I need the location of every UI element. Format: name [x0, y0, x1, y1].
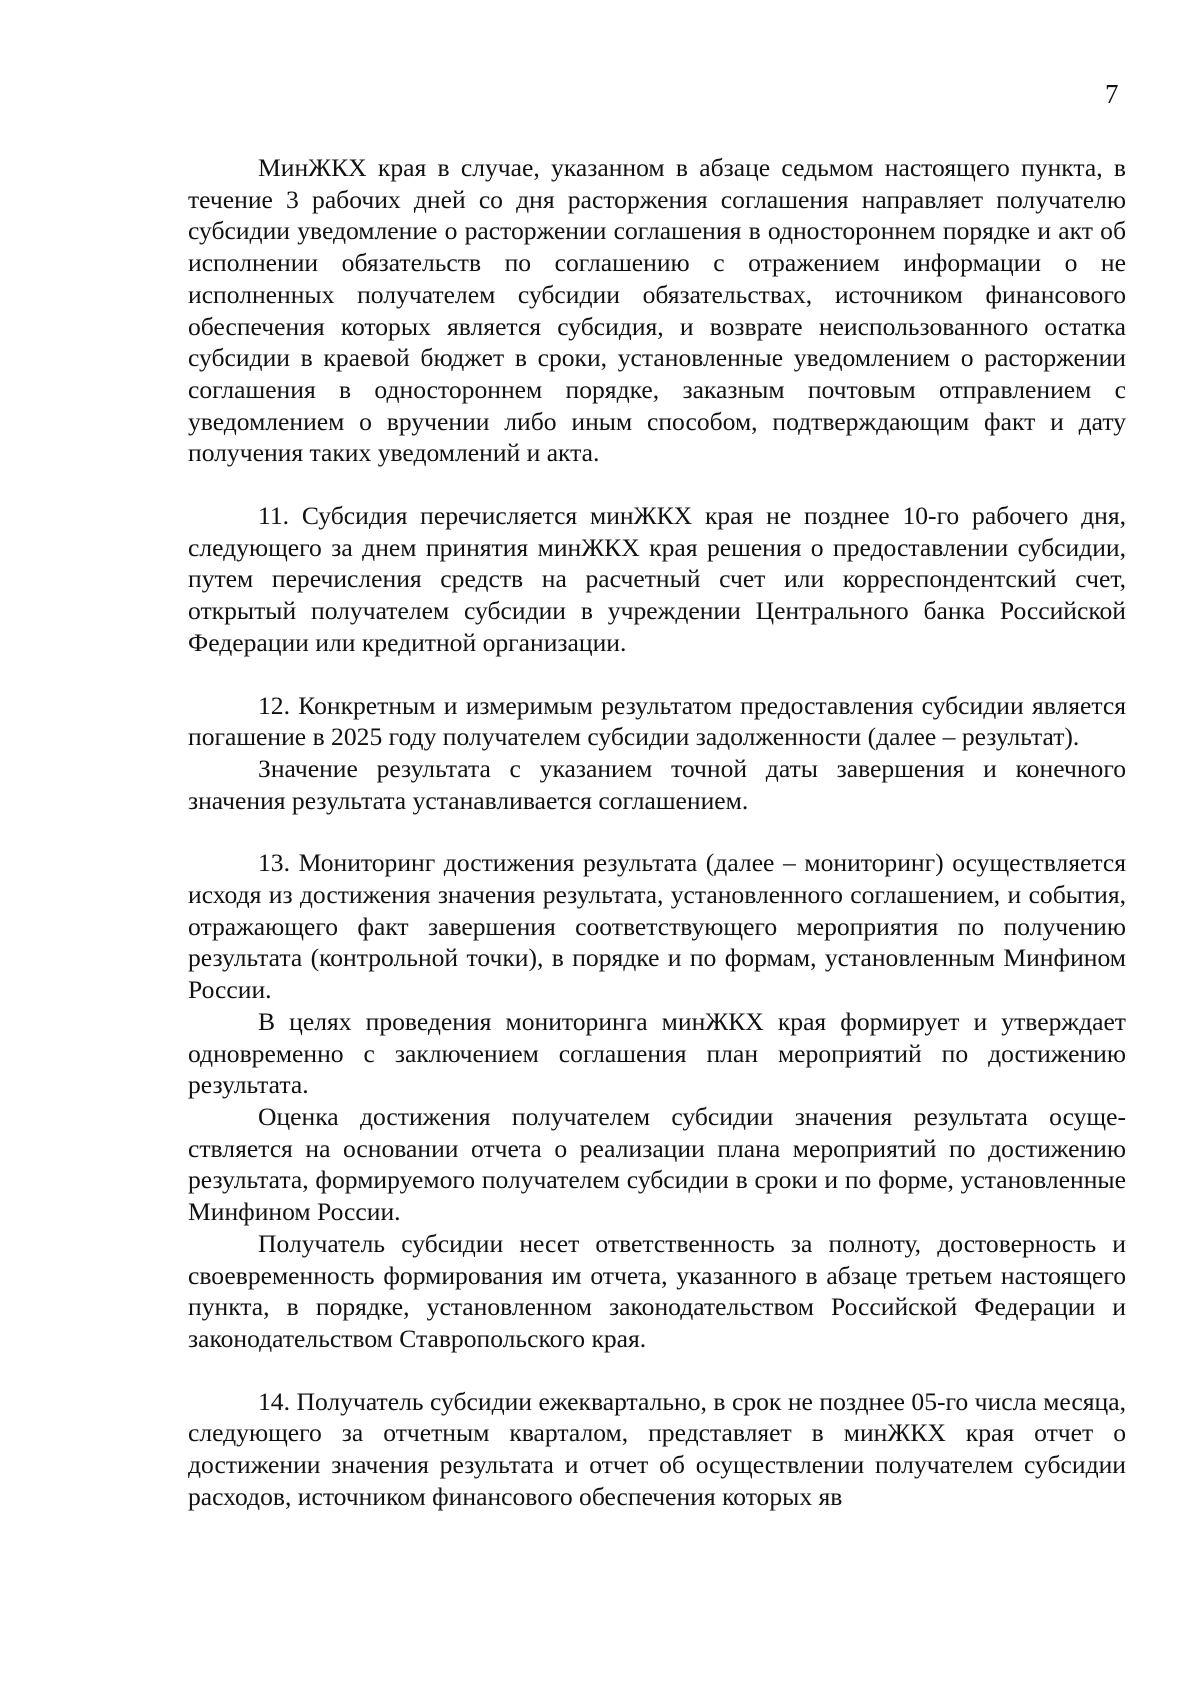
paragraph-item-11: 11. Субсидия перечисляется минЖКХ края не позднее 10-го рабочего дня, следующего за днем принятия минЖКХ края решения о предоставлении субсидии, путем перечисления средств на расчетный счет или корреспондентский счет, открытый получателем субсидии в учреждении Центрального банка Российской Федерации или кредитной организации. — [188, 501, 1126, 657]
document-body — [188, 152, 1126, 1512]
paragraph-item-12: 12. Конкретным и измеримым результатом предоставления субсидии является погашение в 2025 году получателем субсидии задолженности (далее – результат). — [188, 690, 1126, 752]
paragraph-item-14: 14. Получатель субсидии ежеквартально, в срок не позднее 05-го числа месяца, следующего за отчетным кварталом, представляет в минЖКХ края отчет о достижении значения результата и отчет об осуществлении получателем субсидии расходов, источником финансового обеспечения которых яв — [188, 1386, 1126, 1511]
paragraph-monitoring-plan: В целях проведения мониторинга минЖКХ края формирует и утверждает одновременно с заключением соглашения план мероприятий по достижению результата. — [188, 1006, 1126, 1100]
paragraph-result-value: Значение результата с указанием точной даты завершения и конечного значения результата устанавливается соглашением. — [188, 753, 1126, 815]
paragraph-result-evaluation: Оценка достижения получателем субсидии значения результата осуществляется на основании отчета о реализации плана мероприятий по достижению результата, формируемого получателем субсидии в сроки и по форме, установленные Минфином России. — [188, 1101, 1126, 1227]
paragraph-termination-notice: МинЖКХ края в случае, указанном в абзаце седьмом настоящего пункта, в течение 3 рабочих дней со дня расторжения соглашения направляет получателю субсидии уведомление о расторжении соглашения в одностороннем порядке и акт об исполнении обязательств по соглашению с отражением информации о не исполненных получателем субсидии обязательствах, источником финансового обеспечения которых является субсидия, и возврате неиспользованного остатка субсидии в краевой бюджет в сроки, установленные уведомлением о расторжении соглашения в одностороннем порядке, заказным почтовым отправлением с уведомлением о вручении либо иным способом, подтверждающим факт и дату получения таких уведомлений и акта. — [188, 153, 1126, 468]
paragraph-recipient-responsibility: Получатель субсидии несет ответственность за полноту, достоверность и своевременность формирования им отчета, указанного в абзаце третьем настоящего пункта, в порядке, установленном законодательством Российской Федерации и законодательством Ставропольского края. — [188, 1228, 1126, 1353]
paragraph-item-13: 13. Мониторинг достижения результата (далее – мониторинг) осуществляется исходя из достижения значения результата, установленного соглашением, и события, отражающего факт завершения соответствующего мероприятия по получению результата (контрольной точки), в порядке и по формам, установленным Минфином России. — [188, 848, 1126, 1005]
page-number: 7 — [1105, 79, 1119, 109]
